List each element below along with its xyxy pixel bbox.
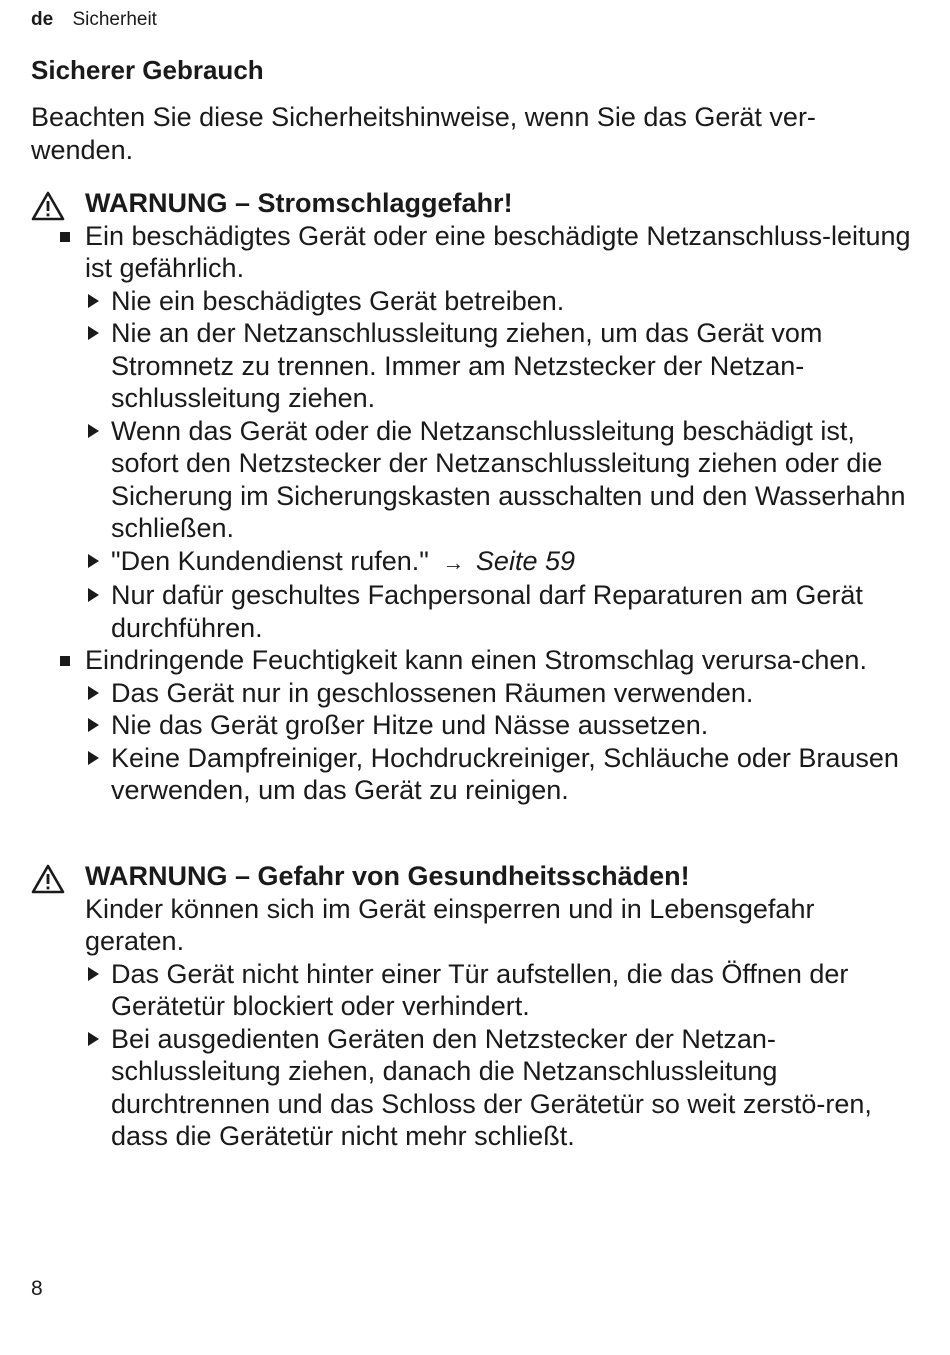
instruction-step: Wenn das Gerät oder die Netzanschlussleitung beschädigt ist, sofort den Netzstecker der Netzanschlussleitung ziehen oder die Sicherung im Sicherungskasten ausschalten und den Wasserhahn schließen. xyxy=(31,415,911,545)
bullet-square-icon xyxy=(60,232,70,242)
step-arrow-icon xyxy=(88,588,99,602)
instruction-step: Keine Dampfreiniger, Hochdruckreiniger, Schläuche oder Brausen verwenden, um das Gerät zu reinigen. xyxy=(31,742,911,807)
instruction-step: Bei ausgedienten Geräten den Netzstecker der Netzan-schlussleitung ziehen, danach die Netzanschlussleitung durchtrennen und das Schloss der Gerätetür so weit zerstö-ren, dass die Gerätetür nicht mehr schließt. xyxy=(31,1023,911,1153)
page-number: 8 xyxy=(31,1277,43,1300)
instruction-step: Nie ein beschädigtes Gerät betreiben. xyxy=(31,285,911,318)
warning-heading: WARNUNG – Stromschlaggefahr! xyxy=(31,187,911,220)
instruction-step: Nur dafür geschultes Fachpersonal darf Reparaturen am Gerät durchführen. xyxy=(31,579,911,644)
warning-health-hazard xyxy=(31,860,911,1153)
step-arrow-icon xyxy=(88,751,99,765)
step-arrow-icon xyxy=(88,424,99,438)
bullet-square-icon xyxy=(60,656,70,666)
step-arrow-icon xyxy=(88,554,99,568)
instruction-step: Nie das Gerät großer Hitze und Nässe aussetzen. xyxy=(31,709,911,742)
reference-arrow-icon: → xyxy=(442,549,465,575)
page-title: Sicherer Gebrauch xyxy=(31,55,264,85)
step-arrow-icon xyxy=(88,718,99,732)
language-code: de xyxy=(31,9,54,30)
step-arrow-icon xyxy=(88,967,99,981)
section-name: Sicherheit xyxy=(72,9,157,30)
step-arrow-icon xyxy=(88,686,99,700)
step-arrow-icon xyxy=(88,1032,99,1046)
instruction-step: Das Gerät nicht hinter einer Tür aufstellen, die das Öffnen der Gerätetür blockiert oder verhindert. xyxy=(31,958,911,1023)
list-item: Eindringende Feuchtigkeit kann einen Stromschlag verursa-chen. xyxy=(31,644,911,677)
warning-electric-shock xyxy=(31,187,911,807)
step-arrow-icon xyxy=(88,294,99,308)
running-header xyxy=(31,9,157,31)
warning-triangle-icon xyxy=(31,191,65,221)
warning-heading: WARNUNG – Gefahr von Gesundheitsschäden! xyxy=(31,860,911,893)
warning-triangle-icon xyxy=(31,864,65,894)
instruction-step: Nie an der Netzanschlussleitung ziehen, um das Gerät vom Stromnetz zu trennen. Immer am Netzstecker der Netzan-schlussleitung ziehen. xyxy=(31,317,911,415)
step-arrow-icon xyxy=(88,326,99,340)
warning-description: Kinder können sich im Gerät einsperren und in Lebensgefahr geraten. xyxy=(85,893,815,956)
intro-text: Beachten Sie diese Sicherheitshinweise, wenn Sie das Gerät ver-wenden. xyxy=(31,102,816,165)
instruction-step: Das Gerät nur in geschlossenen Räumen verwenden. xyxy=(31,677,911,710)
list-item: Ein beschädigtes Gerät oder eine beschädigte Netzanschluss-leitung ist gefährlich. xyxy=(31,220,911,285)
instruction-step: "Den Kundendienst rufen." → Seite 59 xyxy=(31,545,911,580)
page-reference-link[interactable]: Seite 59 xyxy=(475,545,575,576)
